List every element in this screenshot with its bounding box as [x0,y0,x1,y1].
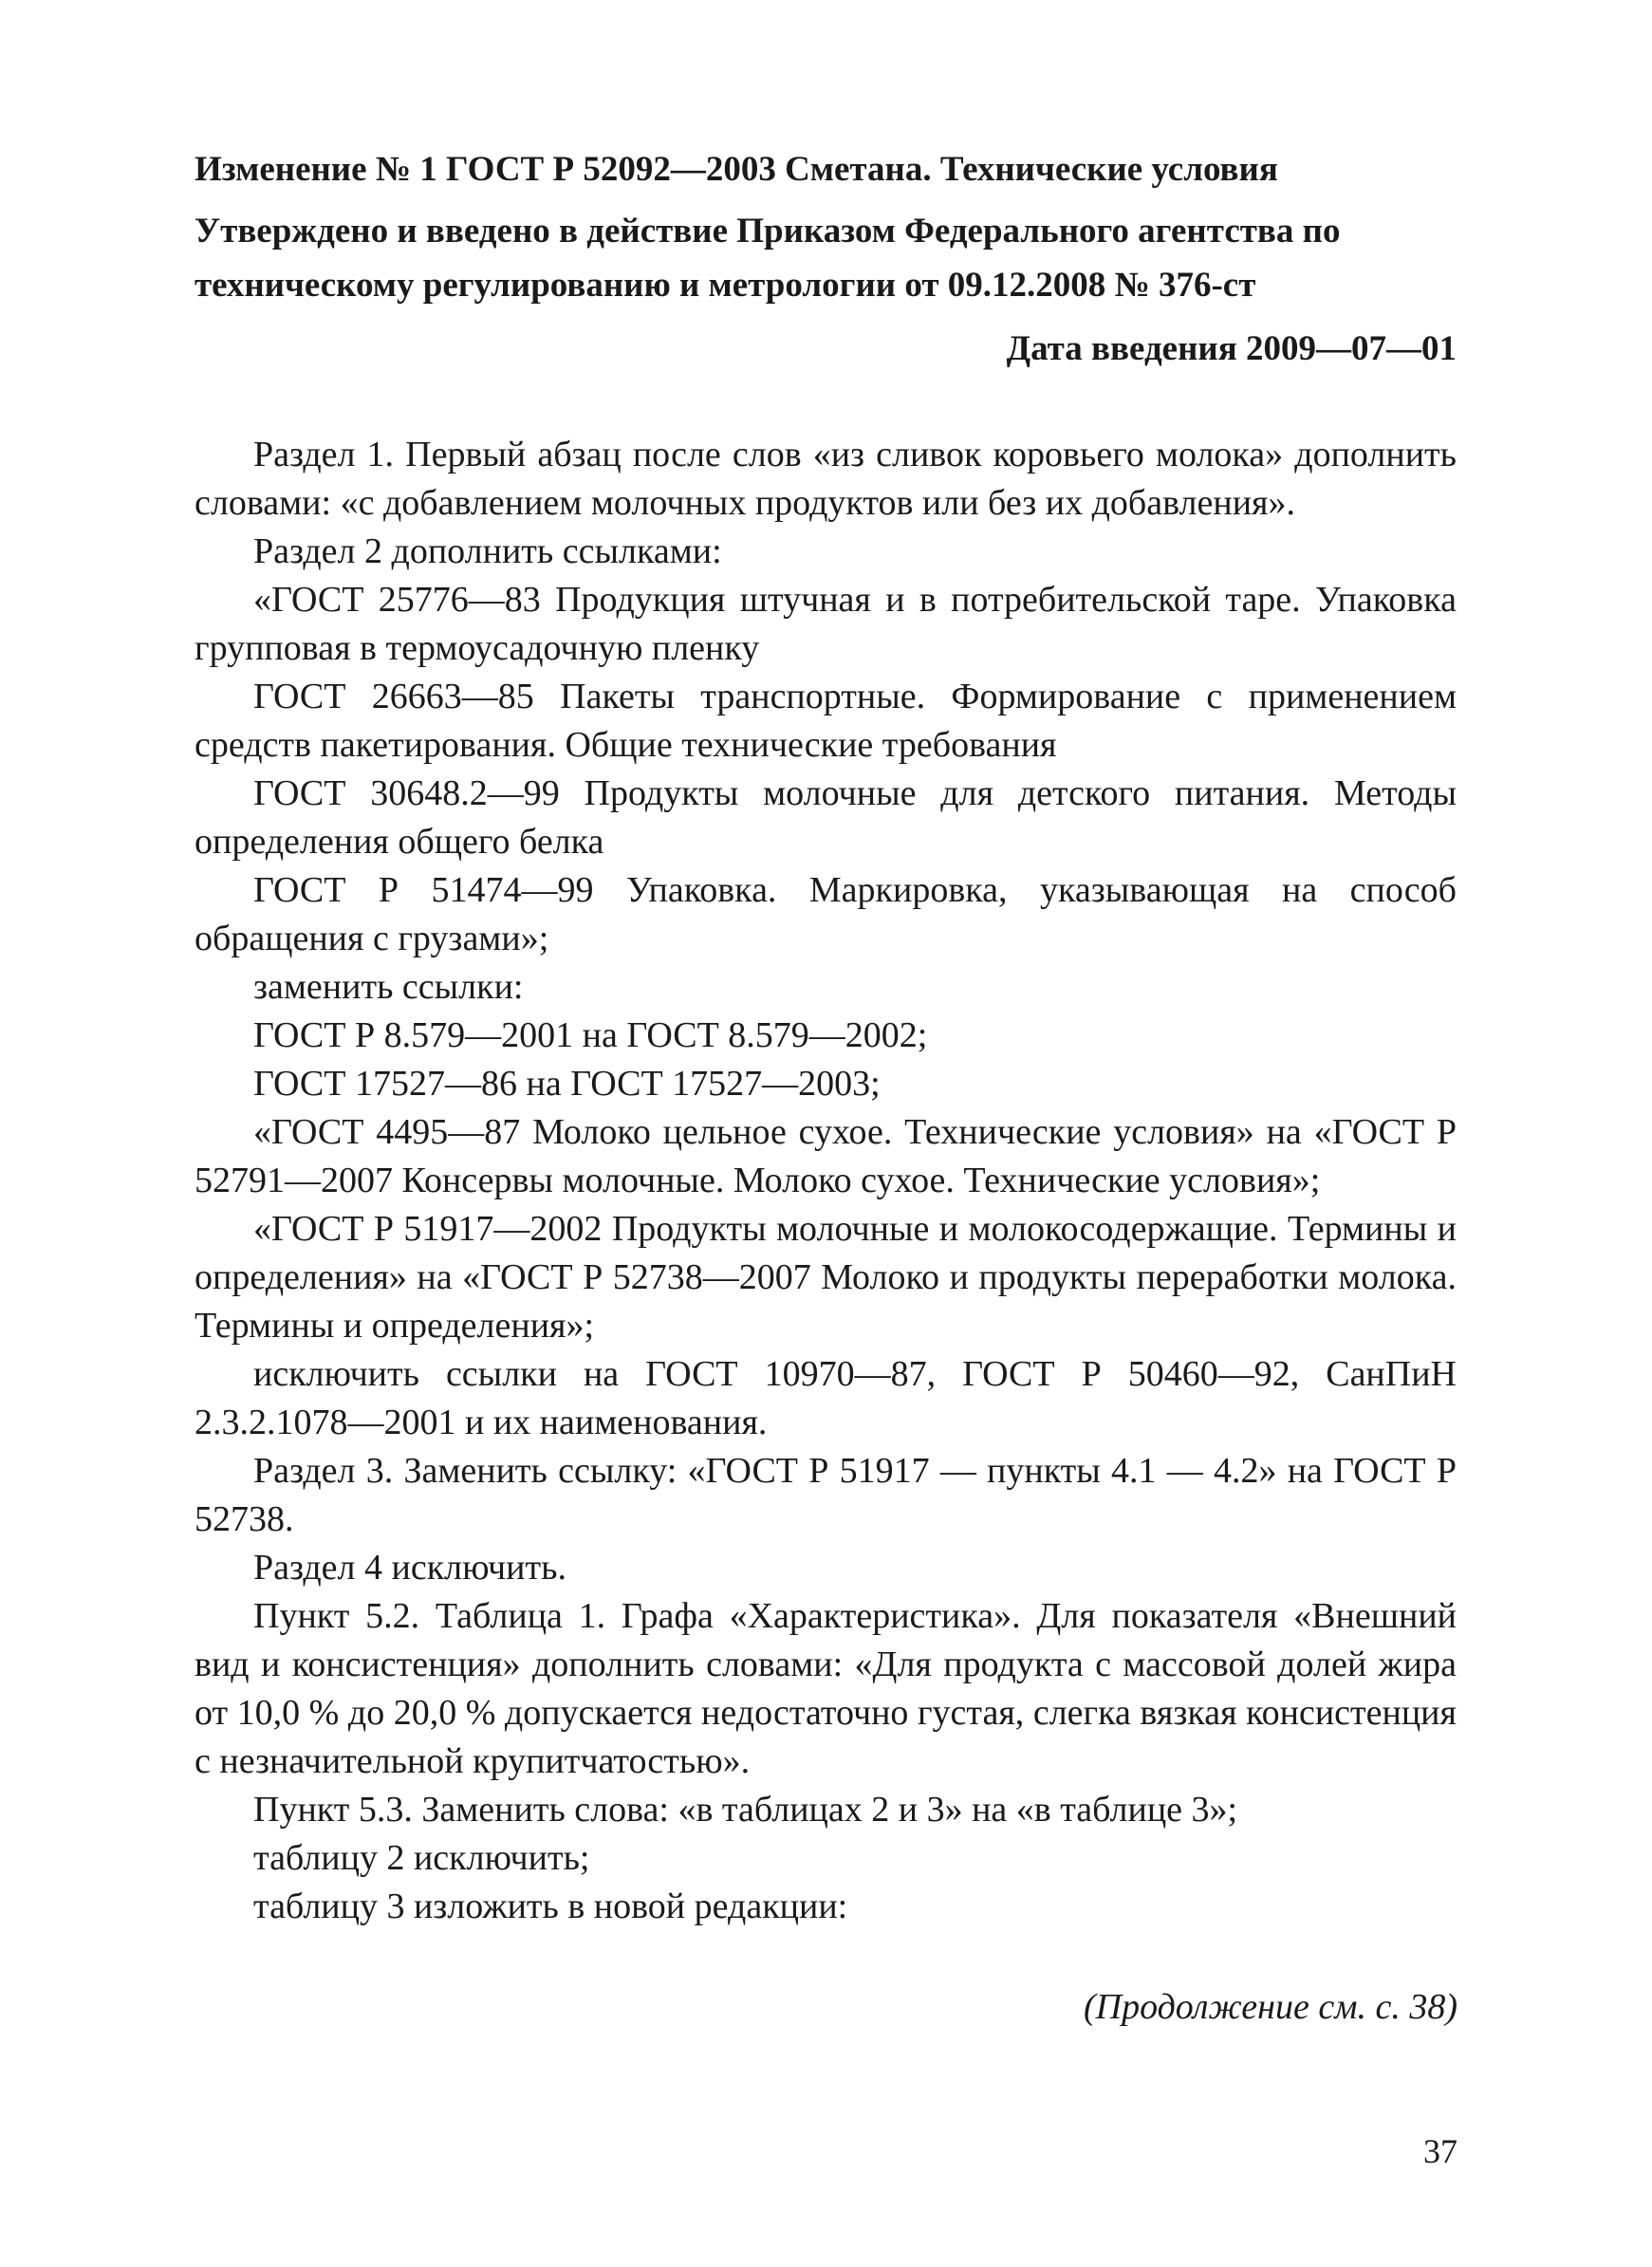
paragraph: ГОСТ Р 8.579—2001 на ГОСТ 8.579—2002; [253,1015,928,1055]
paragraph: Раздел 3. Заменить ссылку: «ГОСТ Р 51917 — пункты 4.1 — 4.2» на ГОСТ Р 52738. [195,1451,1457,1539]
paragraph: ГОСТ 17527—86 на ГОСТ 17527—2003; [253,1064,881,1104]
paragraph: Пункт 5.2. Таблица 1. Графа «Характеристика». Для показателя «Внешний вид и консистенция» дополнить словами: «Для продукта с массовой долей жира от 10,0 % до 20,0 % допускается недостаточно густая, слегка вязкая консистенция с незначительной крупитчатостью». [195,1596,1457,1781]
document-body [195,431,1457,1931]
document-header [195,142,1457,376]
paragraph: ГОСТ 30648.2—99 Продукты молочные для детского питания. Методы определения общего белка [195,773,1457,862]
paragraph: «ГОСТ Р 51917—2002 Продукты молочные и молокосодержащие. Термины и определения» на «ГОСТ Р 52738—2007 Молоко и продукты переработки молока. Термины и определения»; [195,1209,1457,1346]
paragraph: Пункт 5.3. Заменить слова: «в таблицах 2 и 3» на «в таблице 3»; [253,1790,1238,1830]
approval-statement: Утверждено и введено в действие Приказом Федерального агентства по техническому регулированию и метрологии от 09.12.2008 № 376-ст [195,212,1341,305]
effective-date: Дата введения 2009—07—01 [1006,329,1457,368]
paragraph: таблицу 2 исключить; [253,1838,590,1878]
paragraph: Раздел 2 дополнить ссылками: [253,531,722,571]
page-number: 37 [1423,2132,1457,2170]
document-page [195,142,1457,1931]
paragraph: «ГОСТ 25776—83 Продукция штучная и в потребительской таре. Упаковка групповая в термоусадочную пленку [195,580,1457,668]
document-title: Изменение № 1 ГОСТ Р 52092—2003 Сметана. Технические условия [195,150,1278,189]
paragraph: заменить ссылки: [253,967,524,1007]
paragraph: ГОСТ 26663—85 Пакеты транспортные. Формирование с применением средств пакетирования. Общие технические требования [195,677,1457,765]
paragraph: исключить ссылки на ГОСТ 10970—87, ГОСТ Р 50460—92, СанПиН 2.3.2.1078—2001 и их наименования. [195,1354,1457,1442]
paragraph: Раздел 1. Первый абзац после слов «из сливок коровьего молока» дополнить словами: «с добавлением молочных продуктов или без их добавления». [195,435,1457,523]
continuation-note: (Продолжение см. с. 38) [1083,1987,1457,2027]
paragraph: Раздел 4 исключить. [253,1548,566,1588]
paragraph: ГОСТ Р 51474—99 Упаковка. Маркировка, указывающая на способ обращения с грузами»; [195,870,1457,958]
paragraph: «ГОСТ 4495—87 Молоко цельное сухое. Технические условия» на «ГОСТ Р 52791—2007 Консервы молочные. Молоко сухое. Технические условия»; [195,1112,1457,1200]
paragraph: таблицу 3 изложить в новой редакции: [253,1886,848,1926]
